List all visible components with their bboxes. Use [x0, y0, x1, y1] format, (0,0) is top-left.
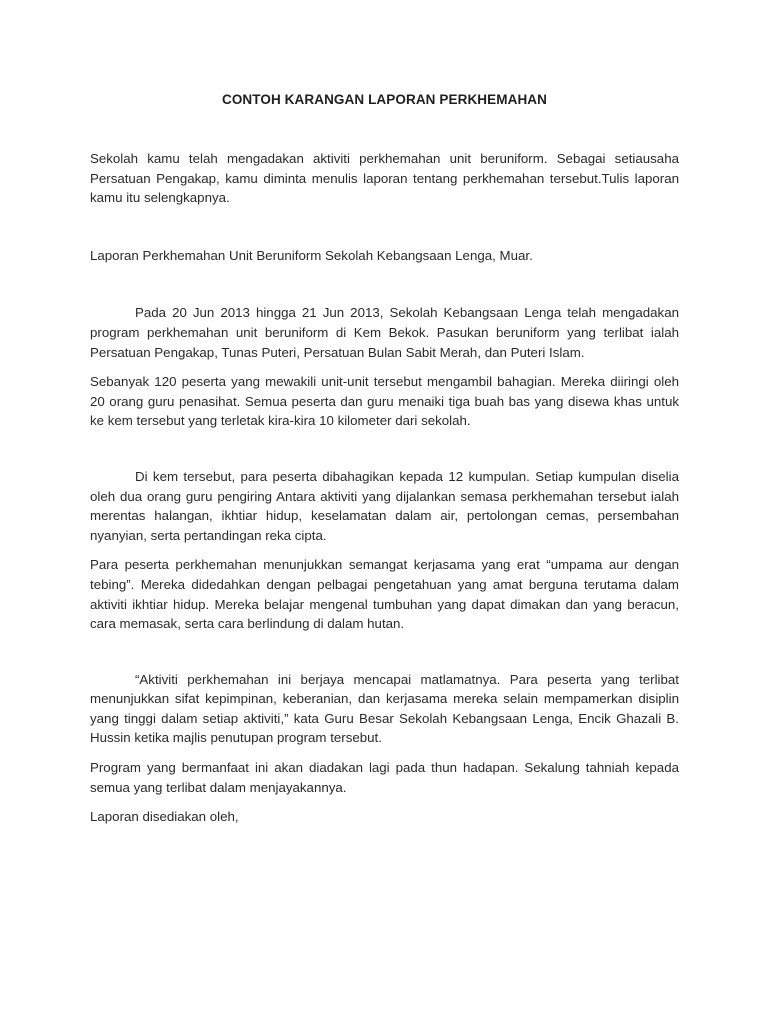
- paragraph-4: Para peserta perkhemahan menunjukkan semangat kerjasama yang erat “umpama aur dengan tebing”. Mereka didedahkan dengan pelbagai pengetahuan yang amat berguna terutama dalam aktiviti ikhtiar hidup. Mereka belajar mengenal tumbuhan yang dapat dimakan dan yang beracun, cara memasak, serta cara berlindung di dalam hutan.: [90, 557, 679, 632]
- report-heading: Laporan Perkhemahan Unit Beruniform Sekolah Kebangsaan Lenga, Muar.: [90, 247, 533, 263]
- closing-line: Laporan disediakan oleh,: [90, 809, 239, 825]
- document-body: [90, 92, 679, 827]
- document-title: CONTOH KARANGAN LAPORAN PERKHEMAHAN: [221, 92, 547, 107]
- paragraph-3: Di kem tersebut, para peserta dibahagikan kepada 12 kumpulan. Setiap kumpulan diselia oleh dua orang guru pengiring Antara aktiviti yang dijalankan semasa perkhemahan tersebut ialah merentas halangan, ikhtiar hidup, keselamatan dalam air, pertolongan cemas, persembahan nyanyian, serta pertandingan reka cipta.: [90, 468, 679, 543]
- paragraph-2: Sebanyak 120 peserta yang mewakili unit-unit tersebut mengambil bahagian. Mereka diiringi oleh 20 orang guru penasihat. Semua peserta dan guru menaiki tiga buah bas yang disewa khas untuk ke kem tersebut yang terletak kira-kira 10 kilometer dari sekolah.: [90, 374, 679, 429]
- paragraph-1: Pada 20 Jun 2013 hingga 21 Jun 2013, Sekolah Kebangsaan Lenga telah mengadakan program perkhemahan unit beruniform di Kem Bekok. Pasukan beruniform yang terlibat ialah Persatuan Pengakap, Tunas Puteri, Persatuan Bulan Sabit Merah, dan Puteri Islam.: [90, 305, 679, 360]
- paragraph-5: “Aktiviti perkhemahan ini berjaya mencapai matlamatnya. Para peserta yang terlibat menunjukkan sifat kepimpinan, keberanian, dan kerjasama mereka selain mempamerkan disiplin yang tinggi dalam setiap aktiviti,” kata Guru Besar Sekolah Kebangsaan Lenga, Encik Ghazali B. Hussin ketika majlis penutupan program tersebut.: [90, 671, 679, 746]
- paragraph-6: Program yang bermanfaat ini akan diadakan lagi pada thun hadapan. Sekalung tahniah kepada semua yang terlibat dalam menjayakannya.: [90, 760, 679, 795]
- essay-question: Sekolah kamu telah mengadakan aktiviti perkhemahan unit beruniform. Sebagai setiausaha Persatuan Pengakap, kamu diminta menulis laporan tentang perkhemahan tersebut.Tulis laporan kamu itu selengkapnya.: [90, 151, 679, 206]
